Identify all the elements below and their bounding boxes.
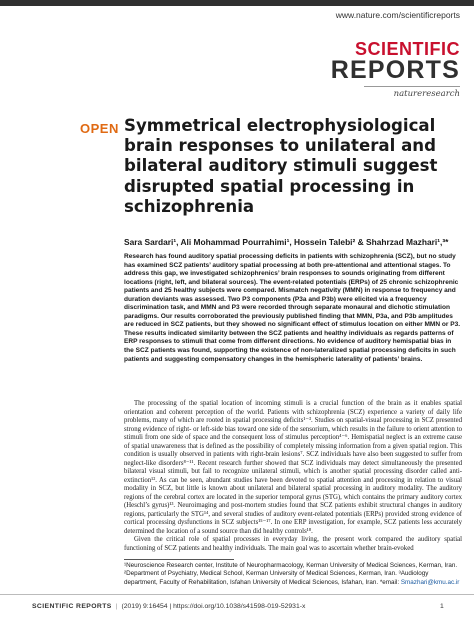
article-body <box>124 400 462 553</box>
journal-url-link[interactable]: www.nature.com/scientificreports <box>335 10 460 20</box>
logo-brand-line2: REPORTS <box>330 56 460 84</box>
footer-divider <box>0 594 474 595</box>
body-paragraph: Given the critical role of spatial processes in everyday living, the present work compared the auditory spatial functioning of SCZ patients and healthy individuals. The main goal was to ascertain whether brain-evoked <box>124 536 462 552</box>
footer-citation[interactable]: (2019) 9:16454 | https://doi.org/10.1038/s41598-019-52931-x <box>121 603 306 610</box>
body-paragraph: The processing of the spatial location of incoming stimuli is a crucial function of the brain as it enables spatial orientation and coherent perception of the world. Patients with schizophrenia (SCZ) experience a variety of daily life problems, many of which are rooted in spatial processing deficits¹⁻³. Studies on spatial-visual processing in SCZ presented strong evidence of right- or left-side bias toward one side of the sensorium, which results in the failure to orient attention to stimuli from one side of space and the consequent loss of stimulus perception⁴⁻⁶. Hemispatial neglect is an extreme cause of spatial unawareness that is defined as the possibility of completely missing information from a given spatial region. This condition is usually observed in patients with right-brain lesions⁷. SCZ individuals have also been suggested to suffer from neglect-like disorders⁸⁻¹¹. Recent research further showed that SCZ individuals may detect simultaneously the presented bilateral visual stimuli, but fail to recognize unilateral stimuli, which is another spatial processing disorder called anti-extinction¹². As can be seen, abundant studies have been devoted to spatial attention and processing in relation to visual modality in SCZ, but little is known about unilateral and bilateral spatial processing in auditory modality. The auditory regions of the cerebral cortex are located in the superior temporal gyrus (STG), which contains the primary auditory cortex (Heschl’s gyrus)¹³. Neuroimaging and post-mortem studies found that SCZ patients exhibit structural changes in auditory regions, particularly the STG¹⁴, and several studies of auditory event-related potentials (ERPs) provided strong evidence of cortical processing dysfunctions in SCZ subjects¹⁵⁻¹⁷. In one ERP investigation, for example, SCZ patients less accurately determined the location of a sound source than did healthy controls¹⁸. <box>124 400 462 535</box>
logo-brand-line1: SCIENTIFIC <box>354 39 460 59</box>
affiliations-text: ¹Neuroscience Research center, Institute of Neuropharmacology, Kerman University of Medical Sciences, Kerman, Iran. ²Department of Psychiatry, Medical School, Kerman University of Medical Sciences, Kerman, Iran. ³Audiology department, Faculty of Rehabilitation, Isfahan University of Medical Sciences, Isfahan, Iran. *email: <box>124 562 458 586</box>
abstract: Research has found auditory spatial processing deficits in patients with schizophrenia (SCZ), but no study has examined SCZ patients’ auditory spatial processing at both pre-attentional and attentional stages. To address this gap, we investigated schizophrenics’ brain responses to sounds originating from different locations (right, left, and bilateral sources). The event-related potentials (ERPs) of 25 chronic schizophrenic patients and 25 healthy subjects were compared. Mismatch negativity (MMN) in response to frequency and duration deviants was assessed. Two P3 components (P3a and P3b) were elicited via a frequency discrimination task, and MMN and P3 were recorded through separate monaural and dichotic stimulation paradigms. Our results corroborated the previously published finding that MMN, P3a, and P3b amplitudes are reduced in SCZ patients, but they showed no significant effect of stimulus location on either MMN or P3. These results indicated similarity between the SCZ patients and healthy individuals as regards patterns of ERP responses to stimuli that come from different directions. No evidence of auditory hemispatial bias in the SCZ patients was found, supporting the existence of non-lateralized spatial processing deficits in such patients and suggesting compensatory changes in the hemispheric laterality of patients’ brains. <box>124 253 461 363</box>
page-footer: SCIENTIFIC REPORTS | (2019) 9:16454 | https://doi.org/10.1038/s41598-019-52931-x 1 <box>32 603 444 610</box>
author-list: Sara Sardari¹, Ali Mohammad Pourrahimi¹, Hossein Talebi² & Shahrzad Mazhari¹,³* <box>124 237 449 247</box>
publisher-name: natureresearch <box>393 89 460 99</box>
article-title: Symmetrical electrophysiological brain responses to unilateral and bilateral auditory stimuli suggest disrupted spatial processing in schizophrenia <box>124 116 438 216</box>
journal-logo <box>328 40 460 98</box>
page-number: 1 <box>440 603 444 610</box>
affiliations-divider <box>124 559 234 560</box>
corresponding-email-link[interactable]: Smazhari@kmu.ac.ir <box>400 578 460 586</box>
footer-journal-name: SCIENTIFIC REPORTS <box>32 603 112 610</box>
affiliations <box>124 562 462 587</box>
top-bar <box>0 0 474 6</box>
open-access-label: OPEN <box>80 121 119 136</box>
logo-divider <box>364 86 460 87</box>
